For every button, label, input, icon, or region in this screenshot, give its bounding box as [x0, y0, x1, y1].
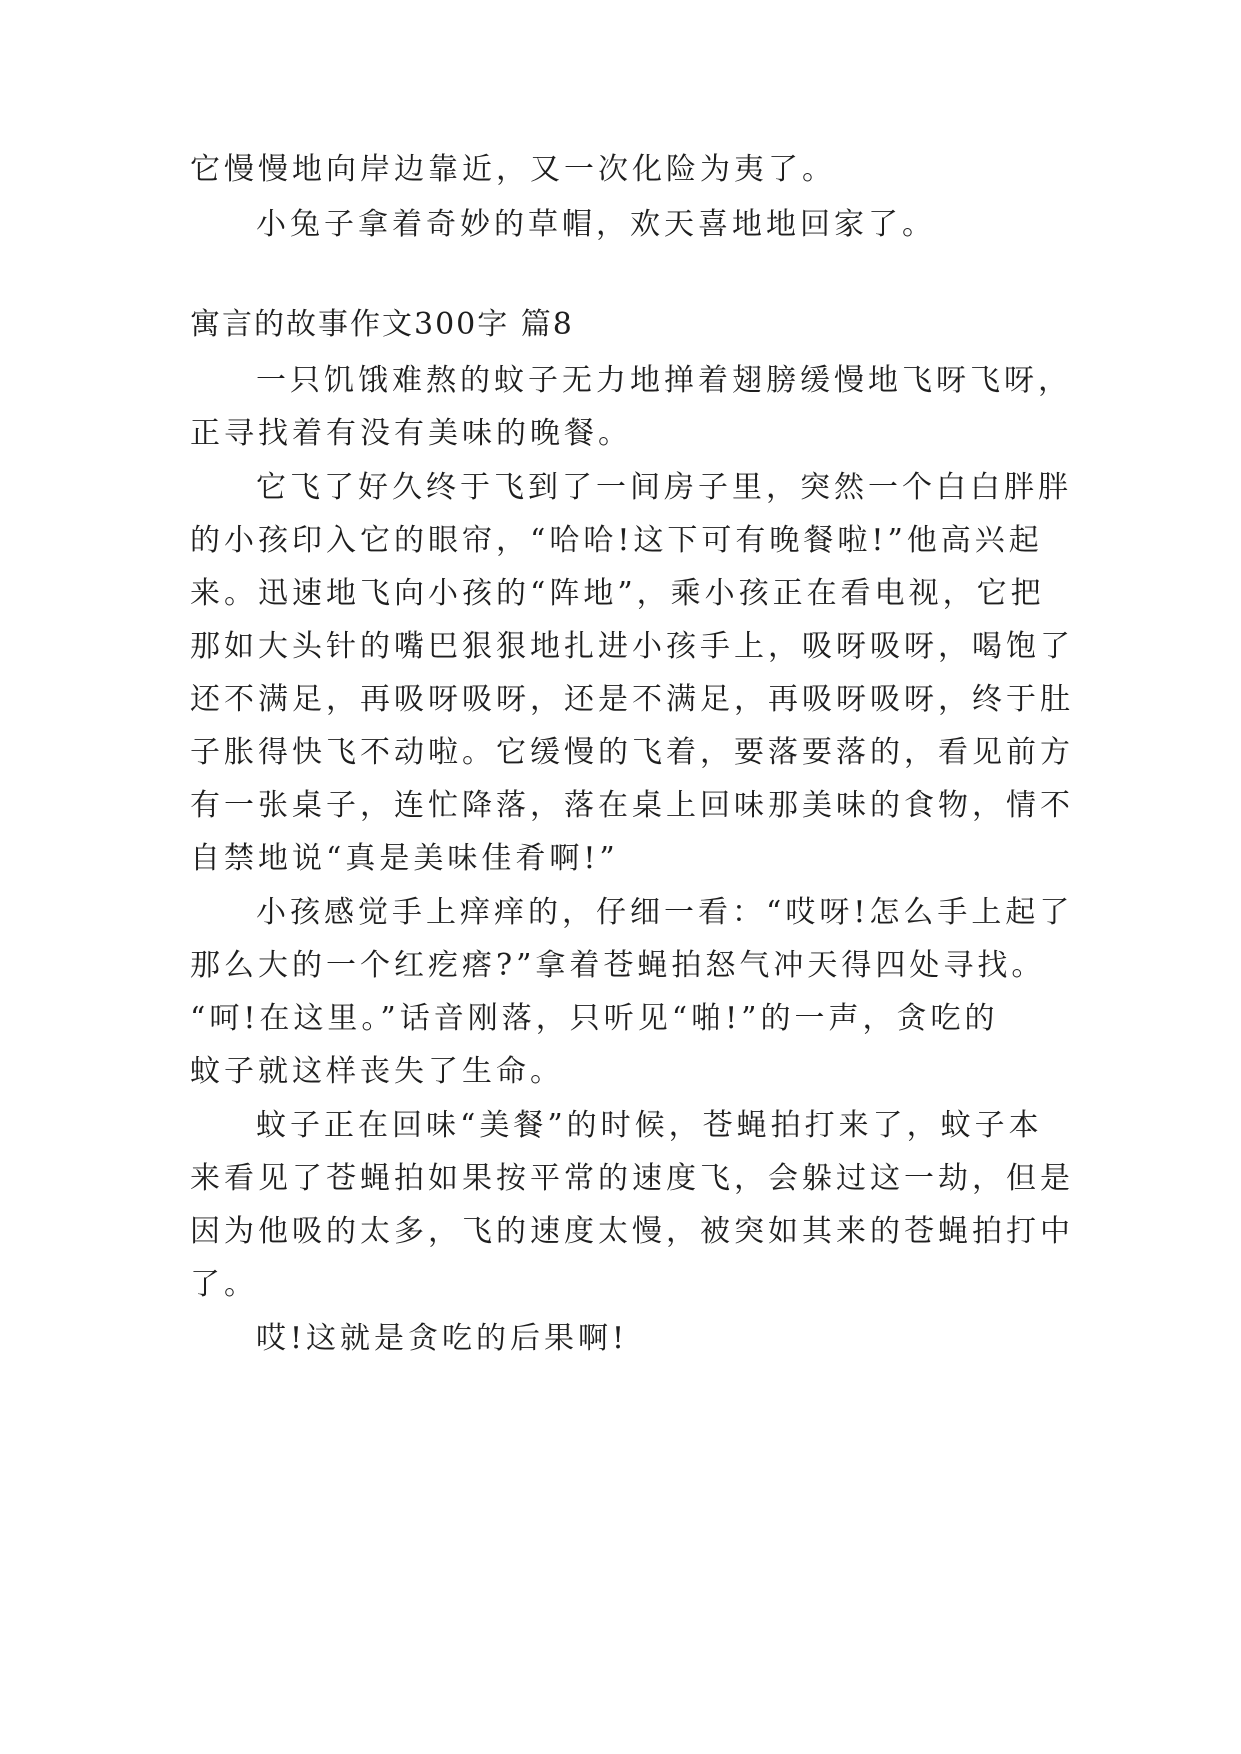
text-line: 因为他吸的太多，飞的速度太慢，被突如其来的苍蝇拍打中: [190, 1214, 1074, 1249]
text-line: 那么大的一个红疙瘩?”拿着苍蝇拍怒气冲天得四处寻找。: [190, 948, 1046, 983]
text-line: “呵!在这里。”话音刚落，只听见“啪!”的一声，贪吃的: [190, 1001, 999, 1036]
text-line: 蚊子就这样丧失了生命。: [190, 1054, 564, 1089]
text-line: 有一张桌子，连忙降落，落在桌上回味那美味的食物，情不: [190, 788, 1074, 823]
paragraph-line: 它飞了好久终于飞到了一间房子里，突然一个白白胖胖: [256, 470, 1072, 505]
text-line: 自禁地说“真是美味佳肴啊!”: [190, 841, 619, 876]
paragraph-line: 一只饥饿难熬的蚊子无力地掸着翅膀缓慢地飞呀飞呀，: [256, 363, 1072, 398]
text-line: 的小孩印入它的眼帘，“哈哈!这下可有晚餐啦!”他高兴起: [190, 523, 1043, 558]
text-line: 来。迅速地飞向小孩的“阵地”，乘小孩正在看电视，它把: [190, 576, 1045, 611]
text-line: 还不满足，再吸呀吸呀，还是不满足，再吸呀吸呀，终于肚: [190, 682, 1074, 717]
paragraph-line: 小兔子拿着奇妙的草帽，欢天喜地地回家了。: [256, 207, 936, 242]
text-line: 它慢慢地向岸边靠近，又一次化险为夷了。: [190, 152, 836, 187]
text-line: 来看见了苍蝇拍如果按平常的速度飞，会躲过这一劫，但是: [190, 1161, 1074, 1196]
paragraph-line: 蚊子正在回味“美餐”的时候，苍蝇拍打来了，蚊子本: [256, 1108, 1043, 1143]
paragraph-line: 哎!这就是贪吃的后果啊!: [256, 1321, 629, 1356]
text-line: 了。: [190, 1267, 258, 1302]
text-line: 那如大头针的嘴巴狠狠地扎进小孩手上，吸呀吸呀，喝饱了: [190, 629, 1074, 664]
section-heading: 寓言的故事作文300字 篇8: [190, 307, 574, 342]
paragraph-line: 小孩感觉手上痒痒的，仔细一看：“哎呀!怎么手上起了: [256, 895, 1074, 930]
text-line: 正寻找着有没有美味的晚餐。: [190, 416, 632, 451]
text-line: 子胀得快飞不动啦。它缓慢的飞着，要落要落的，看见前方: [190, 735, 1074, 770]
